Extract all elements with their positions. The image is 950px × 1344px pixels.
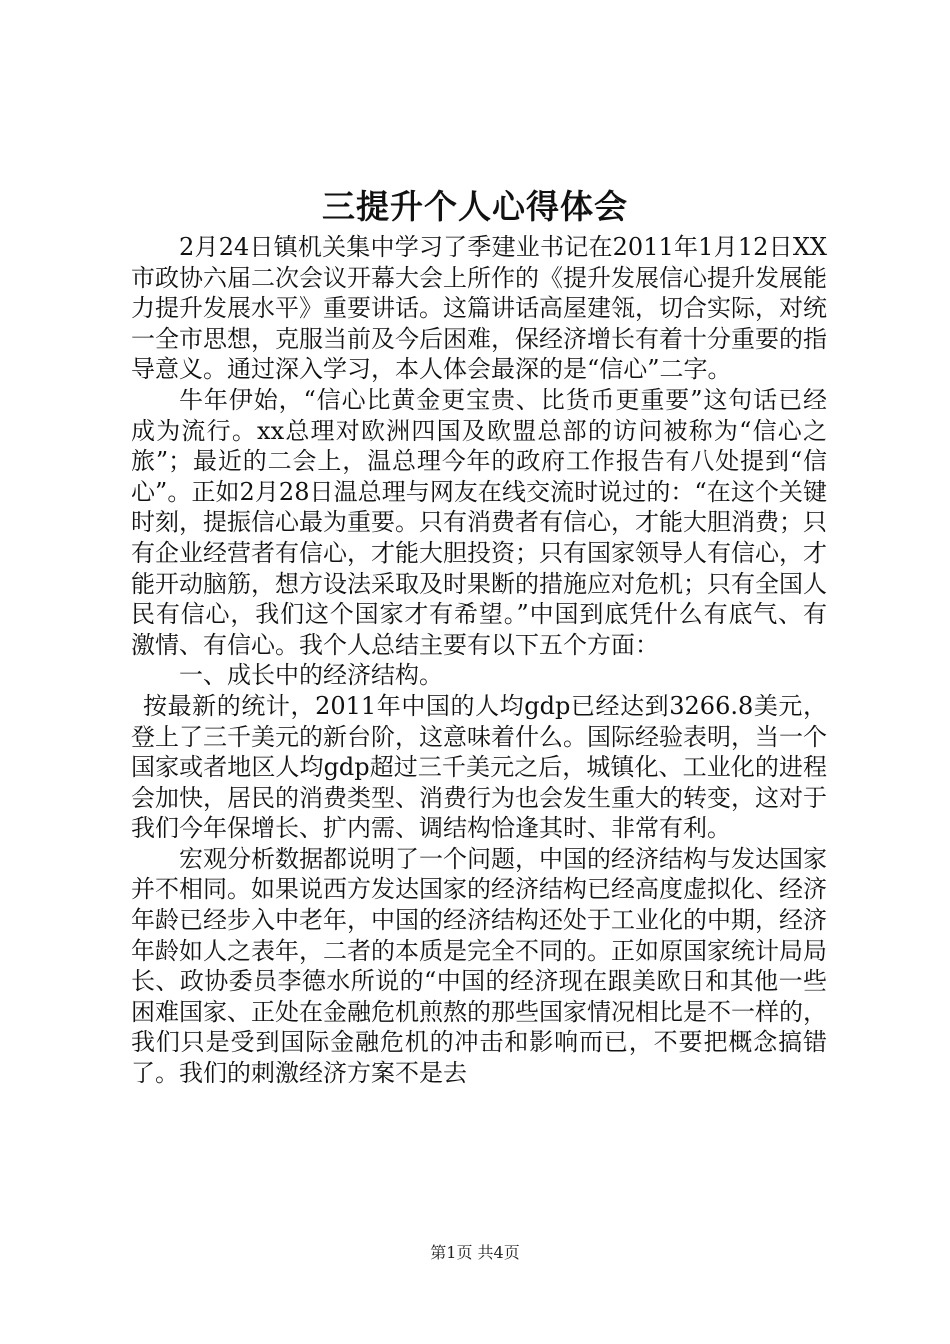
paragraph-2: 牛年伊始，“信心比黄金更宝贵、比货币更重要”这句话已经成为流行。xx总理对欧洲四国及欧盟总部的访问被称为“信心之旅”；最近的二会上，温总理今年的政府工作报告有八处提到“信心”。正如2月28日温总理与网友在线交流时说过的：“在这个关键时刻，提振信心最为重要。只有消费者有信心，才能大胆消费；只有企业经营者有信心，才能大胆投资；只有国家领导人有信心，才能开动脑筋，想方设法采取及时果断的措施应对危机；只有全国人民有信心，我们这个国家才有希望。”中国到底凭什么有底气、有激情、有信心。我个人总结主要有以下五个方面： [131, 385, 827, 659]
document-body [131, 232, 827, 1089]
paragraph-4: 宏观分析数据都说明了一个问题，中国的经济结构与发达国家并不相同。如果说西方发达国家的经济结构已经高度虚拟化、经济年龄已经步入中老年，中国的经济结构还处于工业化的中期，经济年龄如人之表年，二者的本质是完全不同的。正如原国家统计局局长、政协委员李德水所说的“中国的经济现在跟美欧日和其他一些困难国家、正处在金融危机煎熬的那些国家情况相比是不一样的，我们只是受到国际金融危机的冲击和影响而已，不要把概念搞错了。我们的刺激经济方案不是去 [131, 844, 827, 1088]
page-footer: 第1页 共4页 [430, 1243, 520, 1262]
section-heading-1: 一、成长中的经济结构。 [179, 661, 443, 690]
document-title: 三提升个人心得体会 [322, 187, 628, 226]
paragraph-1: 2月24日镇机关集中学习了季建业书记在2011年1月12日XX市政协六届二次会议开幕大会上所作的《提升发展信心提升发展能力提升发展水平》重要讲话。这篇讲话高屋建瓴，切合实际，对统一全市思想，克服当前及今后困难，保经济增长有着十分重要的指导意义。通过深入学习，本人体会最深的是“信心”二字。 [131, 233, 827, 384]
paragraph-3: 按最新的统计，2011年中国的人均gdp已经达到3266.8美元，登上了三千美元的新台阶，这意味着什么。国际经验表明，当一个国家或者地区人均gdp超过三千美元之后，城镇化、工业化的进程会加快，居民的消费类型、消费行为也会发生重大的转变，这对于我们今年保增长、扩内需、调结构恰逢其时、非常有利。 [131, 691, 827, 843]
